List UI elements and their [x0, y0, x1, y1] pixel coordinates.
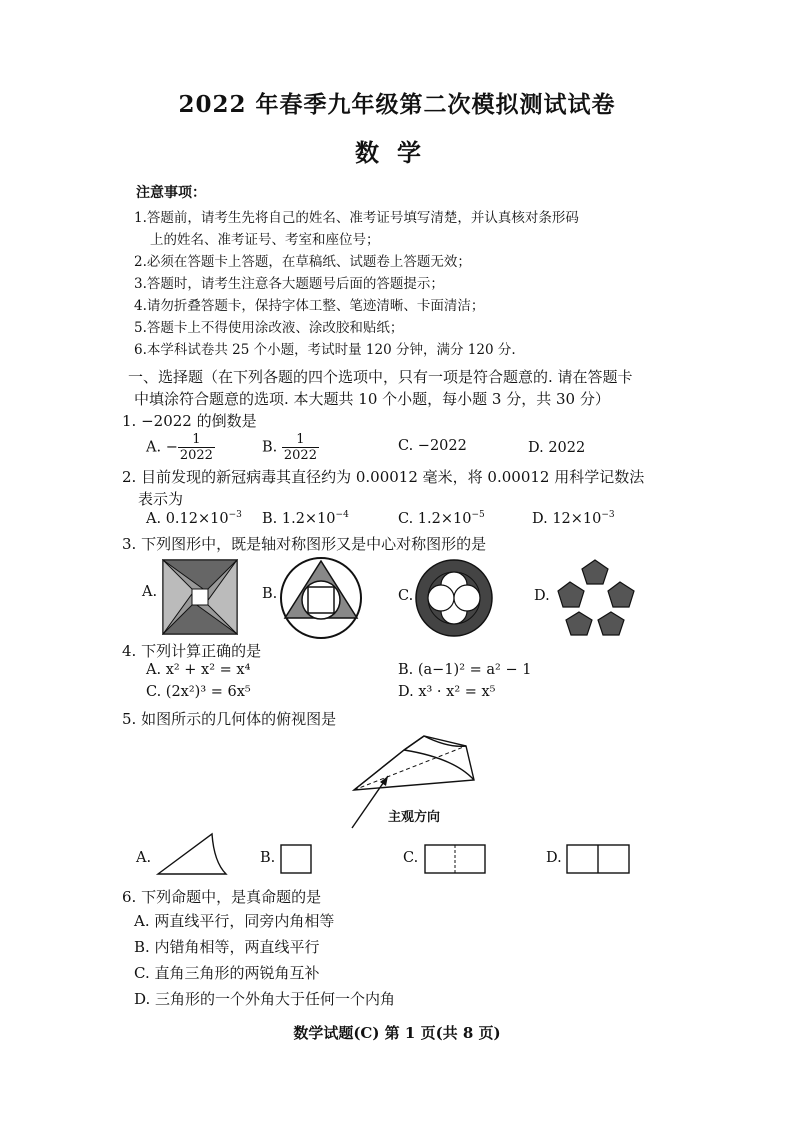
q2-a-text: A. 0.12×10 [146, 510, 229, 527]
q4-option-b: B. (a−1)² = a² − 1 [398, 662, 532, 678]
frac-den: 2022 [283, 448, 317, 463]
q1-option-c: C. −2022 [398, 438, 467, 454]
q5-option-d-shape [566, 844, 630, 874]
q3-label-c: C. [398, 588, 414, 604]
frac-num: 1 [178, 432, 215, 448]
note-item: 5.答题卡上不得使用涂改液、涂改胶和贴纸； [134, 320, 404, 336]
q4-option-c: C. (2x²)³ = 6x⁵ [146, 684, 251, 700]
q2-a-exp: −3 [228, 510, 242, 520]
q6-option-d: D. 三角形的一个外角大于任何一个内角 [134, 990, 396, 1008]
note-item: 2.必须在答题卡上答题，在草稿纸、试题卷上答题无效； [134, 254, 471, 270]
q5-option-b-shape [280, 844, 312, 874]
q5-label-c: C. [403, 850, 419, 866]
q1-b-label: B. [262, 439, 278, 456]
q2-b-text: B. 1.2×10 [262, 510, 336, 527]
q3-figure-a [162, 559, 238, 635]
q1-a-fraction [178, 432, 215, 463]
q1-option-b [262, 432, 319, 463]
note-item: 3.答题时，请考生注意各大题题号后面的答题提示； [134, 276, 444, 292]
note-item: 4.请勿折叠答题卡，保持字体工整、笔迹清晰、卡面清洁； [134, 298, 485, 314]
q2-c-exp: −5 [471, 510, 485, 520]
notes-heading: 注意事项： [136, 185, 206, 201]
page-footer: 数学试题(C) 第 1 页(共 8 页) [293, 1024, 501, 1042]
q3-figure-b [279, 556, 363, 640]
q5-stem: 5. 如图所示的几何体的俯视图是 [122, 710, 337, 728]
q4-option-d: D. x³ · x² = x⁵ [398, 684, 496, 700]
note-item: 6.本学科试卷共 25 个小题，考试时量 120 分钟，满分 120 分. [134, 342, 516, 358]
section-heading: 中填涂符合题意的选项. 本大题共 10 个小题，每小题 3 分，共 30 分） [134, 390, 610, 408]
q2-b-exp: −4 [335, 510, 349, 520]
note-item: 上的姓名、准考证号、考室和座位号； [150, 232, 380, 248]
q5-option-c-shape [424, 844, 486, 874]
frac-num: 1 [282, 432, 319, 448]
q2-option-b [262, 510, 349, 527]
q4-stem: 4. 下列计算正确的是 [122, 642, 262, 660]
q3-label-d: D. [534, 588, 550, 604]
q3-figure-d [552, 558, 638, 638]
q1-stem: 1. −2022 的倒数是 [122, 412, 257, 430]
q2-stem-2: 表示为 [138, 490, 184, 508]
q6-option-c: C. 直角三角形的两锐角互补 [134, 964, 320, 982]
note-item: 1.答题前，请考生先将自己的姓名、准考证号填写清楚，并认真核对条形码 [134, 210, 579, 226]
view-direction-label: 主观方向 [388, 810, 441, 825]
q3-figure-c [414, 558, 494, 638]
section-heading: 一、选择题（在下列各题的四个选项中，只有一项是符合题意的. 请在答题卡 [128, 368, 633, 386]
subject-title: 数学 [355, 138, 439, 167]
exam-title: 2022 年春季九年级第二次模拟测试试卷 [178, 91, 616, 118]
q2-d-exp: −3 [601, 510, 615, 520]
q2-stem: 2. 目前发现的新冠病毒其直径约为 0.00012 毫米，将 0.00012 用科学记数法 [122, 468, 645, 486]
q2-d-text: D. 12×10 [532, 510, 602, 527]
q1-option-a [146, 432, 215, 463]
q6-stem: 6. 下列命题中，是真命题的是 [122, 888, 322, 906]
q6-option-b: B. 内错角相等，两直线平行 [134, 938, 320, 956]
q2-c-text: C. 1.2×10 [398, 510, 472, 527]
frac-den: 2022 [179, 448, 213, 463]
q6-option-a: A. 两直线平行，同旁内角相等 [134, 912, 335, 930]
q5-label-d: D. [546, 850, 562, 866]
q3-stem: 3. 下列图形中，既是轴对称图形又是中心对称图形的是 [122, 535, 487, 553]
q4-option-a: A. x² + x² = x⁴ [146, 662, 251, 678]
q2-option-a [146, 510, 242, 527]
q5-label-a: A. [136, 850, 152, 866]
q5-option-a-shape [156, 832, 228, 876]
q3-label-a: A. [142, 584, 158, 600]
q1-a-label: A. − [146, 439, 178, 456]
q3-label-b: B. [262, 586, 278, 602]
q1-option-d: D. 2022 [528, 440, 586, 456]
q5-label-b: B. [260, 850, 276, 866]
q2-option-c [398, 510, 485, 527]
q1-b-fraction [282, 432, 319, 463]
q2-option-d [532, 510, 615, 527]
